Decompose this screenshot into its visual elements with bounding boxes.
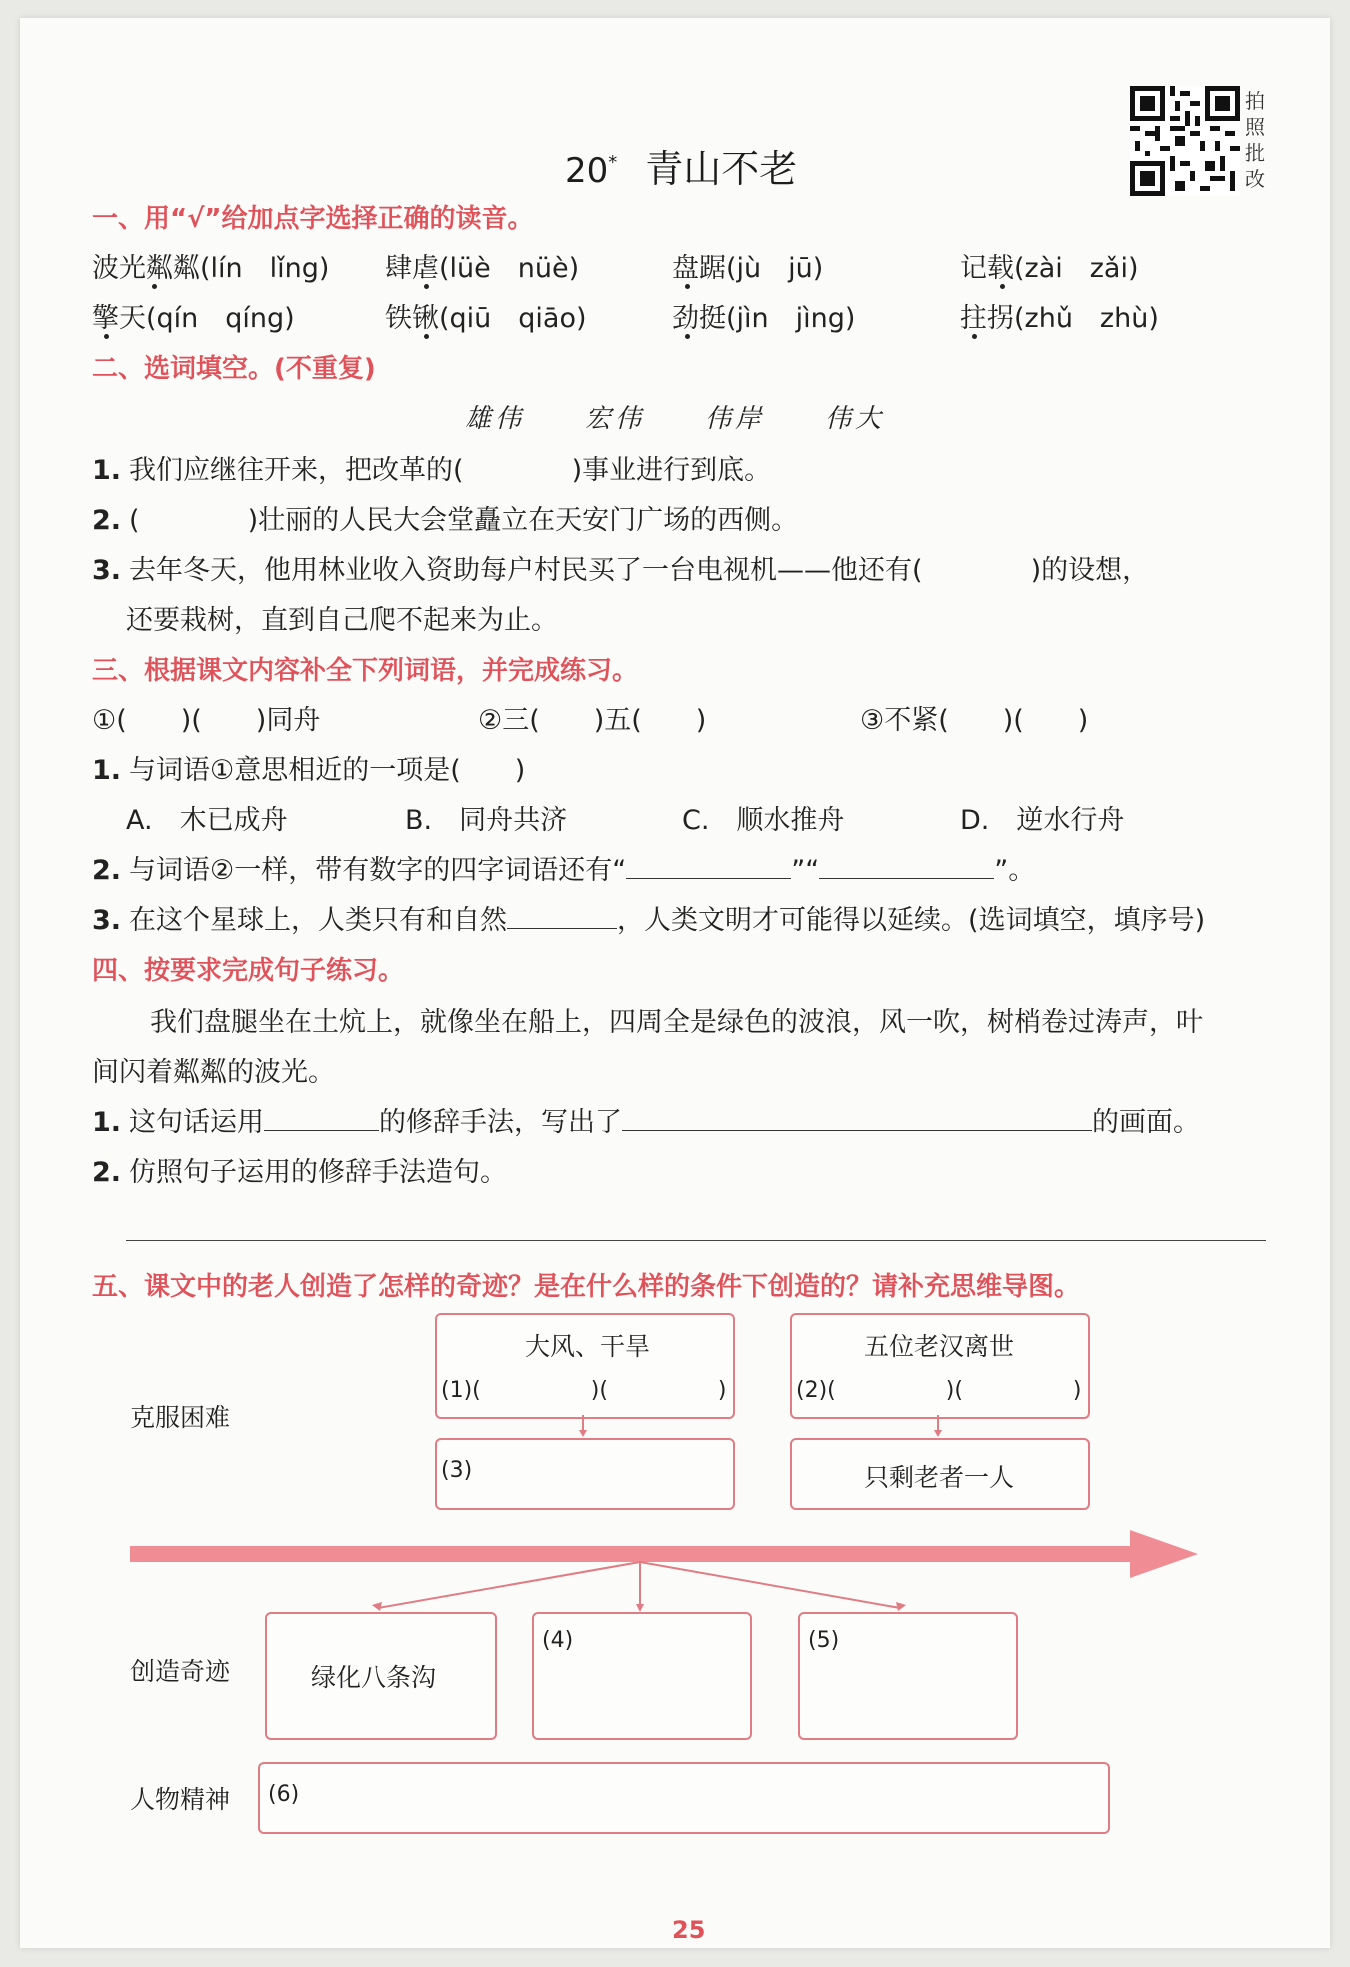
s1-item-8: 拄拐(zhǔ zhù) [960,303,1159,334]
s3-question-3: 3. 在这个星球上，人类只有和自然 ，人类文明才可能得以延续。(选词填空，填序号) [92,905,1206,936]
s3-question-2: 2. 与词语②一样，带有数字的四字词语还有“ ”“ ”。 [92,855,1036,886]
box-green-eight-gullies [265,1612,497,1740]
idiom-2: ②三( )五( ) [478,705,707,736]
worksheet-page [20,18,1330,1948]
section-3-heading: 三、根据课文内容补全下列词语，并完成练习。 [92,656,639,686]
lesson-title: 青山不老 [645,147,798,191]
section-1-heading: 一、用“√”给加点字选择正确的读音。 [92,204,534,234]
answer-slot-1[interactable]: (1)( )( ) [441,1378,727,1403]
answer-box-4[interactable] [532,1612,752,1740]
section-2-heading: 二、选词填空。(不重复) [92,354,376,384]
s3-question-1: 1. 与词语①意思相近的一项是( ) [92,755,526,786]
s1-item-3: 盘踞(jù jū) [672,253,824,284]
slot-label: (3) [441,1458,473,1483]
s2-question-3-cont: 还要栽树，直到自己爬不起来为止。 [126,605,558,636]
box-title: 五位老汉离世 [864,1332,1015,1361]
lesson-number: 20 [565,151,609,191]
timeline-arrow [130,1530,1198,1578]
box-title: 只剩老者一人 [864,1463,1015,1492]
slot-label: (5) [808,1628,840,1653]
s1-item-7: 劲挺(jìn jìng) [672,303,856,334]
s1-item-1: 波光粼粼(lín lǐng) [92,253,330,284]
label-create: 创造奇迹 [130,1657,231,1686]
section-5-heading: 五、课文中的老人创造了怎样的奇迹？是在什么样的条件下创造的？请补充思维导图。 [92,1272,1081,1302]
lesson-marker: * [608,152,618,174]
s1-item-4: 记载(zài zǎi) [960,253,1139,284]
option-d: D. 逆水行舟 [960,805,1125,836]
s4-question-1: 1. 这句话运用 的修辞手法，写出了 的画面。 [92,1107,1201,1138]
box-title: 大风、干旱 [525,1332,651,1361]
slot-label: (6) [268,1782,300,1807]
s4-question-2: 2. 仿照句子运用的修辞手法造句。 [92,1157,508,1188]
s1-item-2: 肆虐(lüè nüè) [385,253,580,284]
option-c: C. 顺水推舟 [682,805,845,836]
s2-question-1: 1. 我们应继往开来，把改革的( )事业进行到底。 [92,455,772,486]
answer-box-5[interactable] [798,1612,1018,1740]
box-title: 绿化八条沟 [311,1663,437,1692]
word-bank: 雄伟 宏伟 伟岸 伟大 [465,404,886,434]
label-spirit: 人物精神 [130,1785,231,1814]
option-a: A. 木已成舟 [126,805,288,836]
s1-item-5: 擎天(qín qíng) [92,303,295,334]
label-overcome: 克服困难 [130,1403,231,1432]
s1-item-6: 铁锹(qiū qiāo) [385,303,587,334]
answer-slot-2[interactable]: (2)( )( ) [796,1378,1082,1403]
s2-question-2: 2. ( )壮丽的人民大会堂矗立在天安门广场的西侧。 [92,505,799,536]
passage-line-2: 间闪着粼粼的波光。 [92,1057,335,1088]
slot-label: (4) [542,1628,574,1653]
answer-box-6[interactable] [258,1762,1110,1834]
s2-question-3: 3. 去年冬天，他用林业收入资助每户村民买了一台电视机——他还有( )的设想， [92,555,1150,586]
idiom-3: ③不紧( )( ) [860,705,1089,736]
qr-label: 拍照批改 [1245,89,1265,191]
section-4-heading: 四、按要求完成句子练习。 [92,956,405,986]
page-number: 25 [672,1916,706,1944]
option-b: B. 同舟共济 [405,805,568,836]
idiom-1: ①( )( )同舟 [92,705,321,736]
passage-line-1: 我们盘腿坐在土炕上，就像坐在船上，四周全是绿色的波浪，风一吹，树梢卷过涛声，叶 [150,1007,1203,1038]
